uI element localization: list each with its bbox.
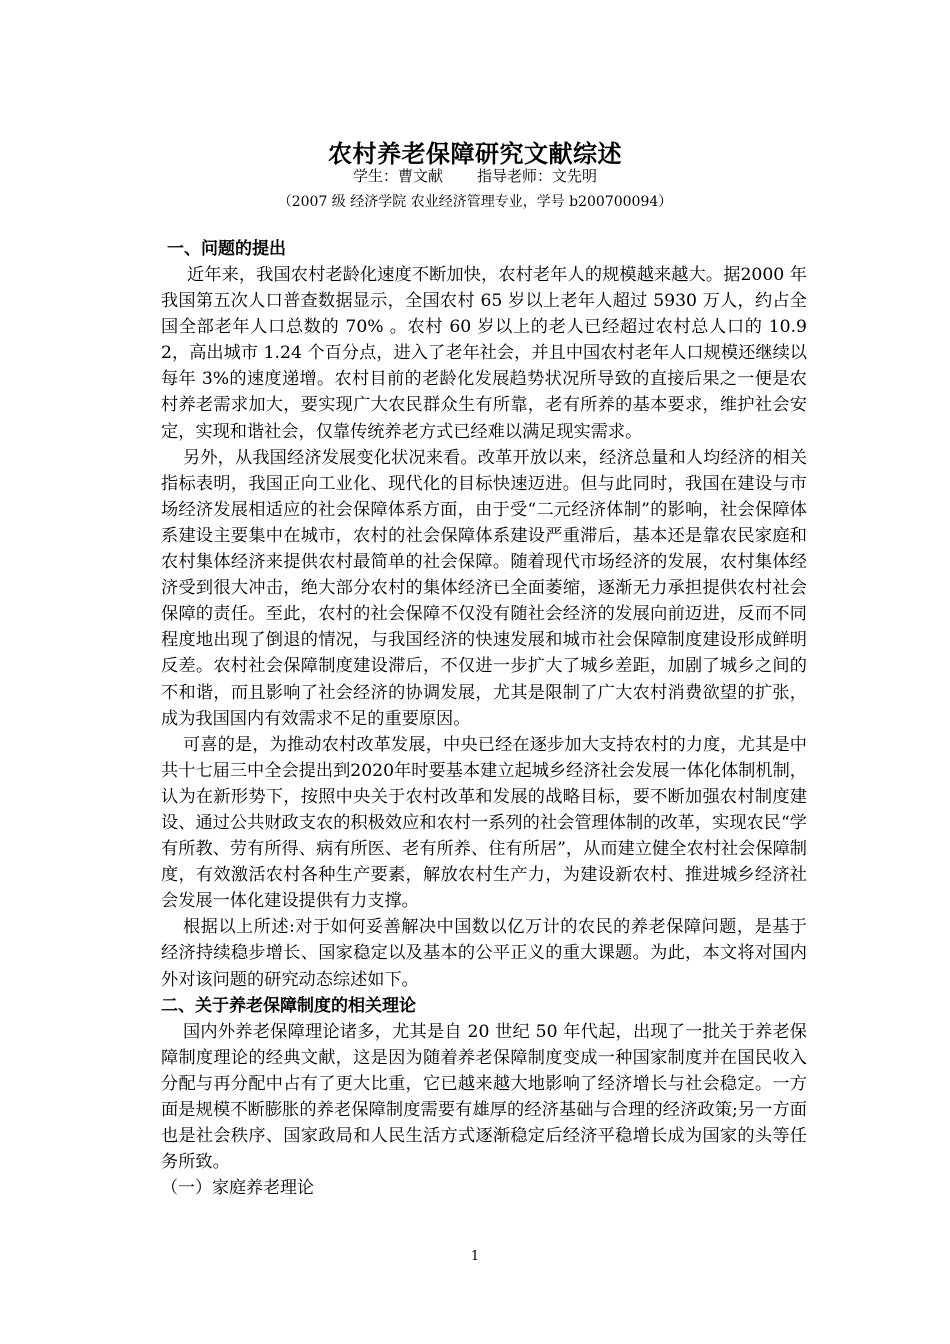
section-heading-2: 二、关于养老保障制度的相关理论 [161, 995, 416, 1016]
subsection-heading: （一）家庭养老理论 [161, 1178, 314, 1199]
author-affiliation: （2007 级 经济学院 农业经济管理专业，学号 b200700094） [277, 194, 673, 210]
author-line [0, 165, 950, 186]
student-name: 学生：曹文献 [352, 167, 443, 185]
document-body [161, 236, 807, 1201]
page-number: 1 [470, 1249, 480, 1264]
section-1-paragraph-1: 近年来，我国农村老龄化速度不断加快，农村老年人的规模越来越大。据2000 年我国第五次人口普查数据显示，全国农村 65 岁以上老年人超过 5930 万人，约占全国全部老年人口总数的 70% 。农村 60 岁以上的老人已经超过农村总人口的 10.92，高出城市 1.24 个百分点，进入了老年社会，并且中国农村老年人口规模还继续以每年 3%的速度递增。农村目前的老龄化发展趋势状况所导致的直接后果之一便是农村养老需求加大，要实现广大农民群众生有所靠，老有所养的基本要求，维护社会安定，实现和谐社会，仅靠传统养老方式已经难以满足现实需求。 [161, 265, 807, 442]
section-1-paragraph-2: 另外，从我国经济发展变化状况来看。改革开放以来，经济总量和人均经济的相关指标表明，我国正向工业化、现代化的目标快速迈进。但与此同时，我国在建设与市场经济发展相适应的社会保障体系方面，由于受“二元经济体制”的影响，社会保障体系建设主要集中在城市，农村的社会保障体系建设严重滞后，基本还是靠农民家庭和农村集体经济来提供农村最简单的社会保障。随着现代市场经济的发展，农村集体经济受到很大冲击，绝大部分农村的集体经济已全面萎缩，逐渐无力承担提供农村社会保障的责任。至此，农村的社会保障不仅没有随社会经济的发展向前迈进，反而不同程度地出现了倒退的情况，与我国经济的快速发展和城市社会保障制度建设形成鲜明反差。农村社会保障制度建设滞后，不仅进一步扩大了城乡差距，加剧了城乡之间的不和谐，而且影响了社会经济的协调发展，尤其是限制了广大农村消费欲望的扩张，成为我国国内有效需求不足的重要原因。 [161, 447, 807, 729]
section-1-paragraph-4: 根据以上所述:对于如何妥善解决中国数以亿万计的农民的养老保障问题，是基于经济持续稳步增长、国家稳定以及基本的公平正义的重大课题。为此，本文将对国内外对该问题的研究动态综述如下。 [161, 917, 807, 990]
document-title: 农村养老保障研究文献综述 [328, 140, 622, 168]
advisor-name: 指导老师：文先明 [477, 167, 598, 185]
section-1-paragraph-3: 可喜的是，为推动农村改革发展，中央已经在逐步加大支持农村的力度，尤其是中共十七届三中全会提出到2020年时要基本建立起城乡经济社会发展一体化体制机制，认为在新形势下，按照中央关于农村改革和发展的战略目标，要不断加强农村制度建设、通过公共财政支农的积极效应和农村一系列的社会管理体制的改革，实现农民“学有所教、劳有所得、病有所医、老有所养、住有所居”，从而建立健全农村社会保障制度，有效激活农村各种生产要素，解放农村生产力，为建设新农村、推进城乡经济社会发展一体化建设提供有力支撑。 [161, 734, 807, 912]
section-heading-1: 一、问题的提出 [167, 239, 286, 259]
section-2-paragraph-1: 国内外养老保障理论诸多，尤其是自 20 世纪 50 年代起，出现了一批关于养老保障制度理论的经典文献，这是因为随着养老保障制度变成一种国家制度并在国民收入分配与再分配中占有了更大比重，它已越来越大地影响了经济增长与社会稳定。一方面是规模不断膨胀的养老保障制度需要有雄厚的经济基础与合理的经济政策;另一方面也是社会秩序、国家政局和人民生活方式逐渐稳定后经济平稳增长成为国家的头等任务所致。 [161, 1021, 807, 1173]
